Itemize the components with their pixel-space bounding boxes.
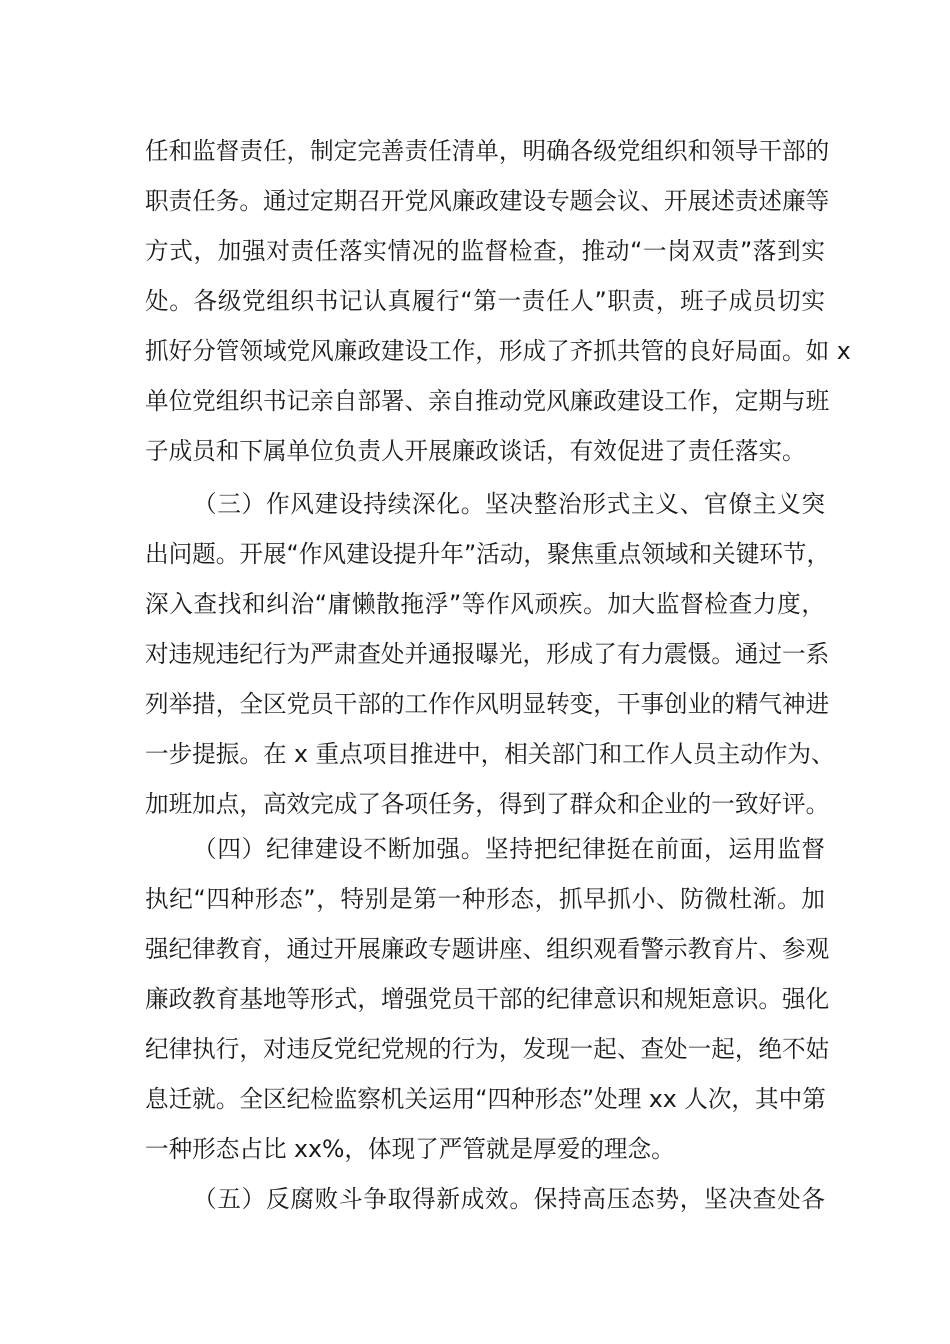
paragraph-last-line: 一种形态占比 xx%，体现了严管就是厚爱的理念。 [145,1135,675,1163]
text-line: 方式，加强对责任落实情况的监督检查，推动“一岗双责”落到实 [145,237,825,265]
text-line: 处。各级党组织书记认真履行“第一责任人”职责，班子成员切实 [145,287,825,315]
text-line: 抓好分管领域党风廉政建设工作，形成了齐抓共管的良好局面。如 x [145,337,851,365]
text-line: 一步提振。在 x 重点项目推进中，相关部门和工作人员主动作为、 [145,740,835,768]
text-line: 任和监督责任，制定完善责任清单，明确各级党组织和领导干部的 [145,137,830,165]
text-line: 列举措，全区党员干部的工作作风明显转变，干事创业的精气神进 [145,690,830,718]
text-line: 对违规违纪行为严肃查处并通报曝光，形成了有力震慑。通过一系 [145,640,830,668]
paragraph-heading-line: （五）反腐败斗争取得新成效。保持高压态势，坚决查处各 [193,1185,825,1213]
paragraph-last-line: 加班加点，高效完成了各项任务，得到了群众和企业的一致好评。 [145,790,830,818]
text-line: 出问题。开展“作风建设提升年”活动，聚焦重点领域和关键环节， [145,540,831,568]
text-line: 息迁就。全区纪检监察机关运用“四种形态”处理 xx 人次，其中第 [145,1085,826,1113]
paragraph-heading-line: （三）作风建设持续深化。坚决整治形式主义、官僚主义突 [193,490,825,518]
text-line: 廉政教育基地等形式，增强党员干部的纪律意识和规矩意识。强化 [145,985,830,1013]
text-line: 执纪“四种形态”，特别是第一种形态，抓早抓小、防微杜渐。加 [145,885,825,913]
text-line: 职责任务。通过定期召开党风廉政建设专题会议、开展述责述廉等 [145,187,830,215]
paragraph-heading-line: （四）纪律建设不断加强。坚持把纪律挺在前面，运用监督 [193,835,825,863]
text-line: 强纪律教育，通过开展廉政专题讲座、组织观看警示教育片、参观 [145,935,830,963]
text-line: 纪律执行，对违反党纪党规的行为，发现一起、查处一起，绝不姑 [145,1035,830,1063]
paragraph-last-line: 子成员和下属单位负责人开展廉政谈话，有效促进了责任落实。 [145,437,806,465]
text-line: 深入查找和纠治“庸懒散拖浮”等作风顽疾。加大监督检查力度， [145,590,825,618]
text-line: 单位党组织书记亲自部署、亲自推动党风廉政建设工作，定期与班 [145,387,830,415]
